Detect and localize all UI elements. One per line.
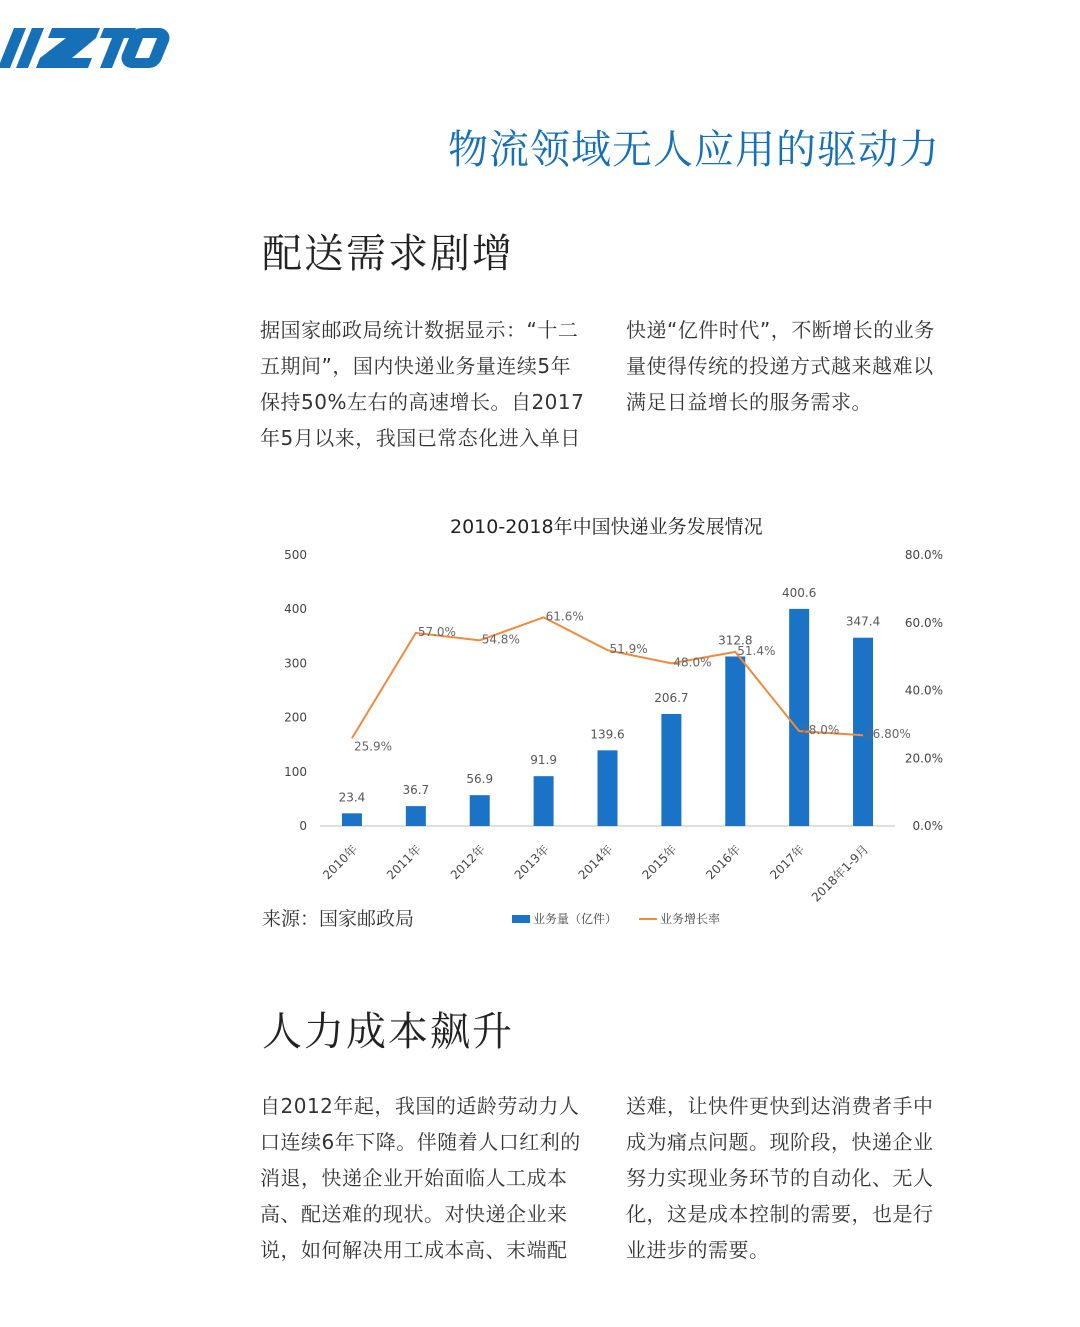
legend-bar-swatch [512, 915, 530, 923]
bar-value-label: 23.4 [338, 790, 366, 805]
paragraph-labor-left: 自2012年起，我国的适龄劳动力人 口连续6年下降。伴随着人口红利的 消退，快递企业开始面临人工成本 高、配送难的现状。对快递企业来 说，如何解决用工成本高、末端配 [260, 1094, 581, 1262]
paragraph-demand-right: 快递“亿件时代”，不断增长的业务 量使得传统的投递方式越来越难以 满足日益增长的服务需求。 [626, 318, 935, 414]
bar-value-label: 139.6 [590, 727, 625, 742]
bar-value-label: 206.7 [654, 690, 689, 705]
line-value-label: 28.0% [801, 723, 840, 738]
line-value-label: 26.80% [865, 727, 911, 742]
bar [470, 795, 490, 826]
bar [661, 714, 681, 826]
x-tick-label: 2017年 [767, 842, 808, 883]
y-right-tick-label: 40.0% [904, 683, 943, 698]
bar-value-label: 347.4 [845, 614, 881, 629]
y-left-tick-label: 500 [284, 548, 307, 562]
y-left-tick-label: 200 [284, 710, 307, 725]
x-tick-label: 2014年 [575, 842, 616, 883]
line-value-label: 57.0% [417, 624, 456, 639]
bar [534, 776, 554, 826]
bar-value-label: 56.9 [466, 772, 494, 787]
line-value-label: 54.8% [481, 632, 520, 647]
line-value-label: 51.4% [737, 643, 776, 658]
bar [342, 813, 362, 826]
x-tick-label: 2013年 [511, 842, 552, 883]
page-headline: 物流领域无人应用的驱动力 [448, 127, 940, 173]
x-tick-label: 2016年 [703, 842, 744, 883]
paragraph-labor-right: 送难，让快件更快到达消费者手中 成为痛点问题。现阶段，快递企业 努力实现业务环节的自动化、无人 化，这是成本控制的需要，也是行 业进步的需要。 [626, 1094, 934, 1262]
y-right-tick-label: 20.0% [904, 751, 943, 766]
y-left-tick-label: 300 [284, 656, 307, 671]
x-tick-label: 2010年 [320, 842, 361, 883]
zto-logo [0, 22, 170, 74]
bar [406, 806, 426, 826]
legend-line-label: 业务增长率 [660, 912, 721, 926]
y-right-tick-label: 0.0% [912, 819, 943, 833]
legend-bar-label: 业务量（亿件） [533, 912, 618, 926]
line-value-label: 61.6% [545, 609, 584, 624]
section-title-labor-cost: 人力成本飙升 [262, 1009, 514, 1055]
express-business-chart [0, 530, 1080, 910]
bar [789, 609, 809, 826]
bar-value-label: 91.9 [530, 753, 557, 768]
bar [725, 656, 745, 826]
chart-legend [512, 910, 720, 927]
bar-value-label: 36.7 [402, 783, 430, 798]
y-right-tick-label: 60.0% [904, 615, 943, 630]
source-note: 来源：国家邮政局 [262, 908, 415, 930]
line-value-label: 48.0% [673, 655, 712, 670]
legend-line-swatch [639, 918, 657, 920]
bar-value-label: 312.8 [718, 633, 753, 648]
x-tick-label: 2015年 [639, 842, 680, 883]
section-title-demand: 配送需求剧增 [262, 231, 514, 277]
bar-value-label: 400.6 [781, 585, 817, 600]
x-tick-label: 2018年1-9月 [808, 842, 872, 905]
y-right-tick-label: 80.0% [904, 548, 943, 562]
x-tick-label: 2012年 [447, 842, 488, 883]
line-value-label: 25.9% [353, 739, 393, 754]
y-left-tick-label: 400 [284, 602, 307, 617]
bar [598, 750, 618, 826]
line-value-label: 51.9% [609, 642, 648, 657]
chart-title-text: 2010-2018年中国快递业务发展情况 [450, 516, 763, 538]
y-left-tick-label: 0 [299, 819, 307, 833]
y-left-tick-label: 100 [284, 764, 307, 779]
paragraph-demand-left: 据国家邮政局统计数据显示：“十二 五期间”，国内快递业务量连续5年 保持50%左右的高速增长。自2017 年5月以来，我国已常态化进入单日 [260, 318, 585, 450]
x-tick-label: 2011年 [383, 842, 424, 883]
